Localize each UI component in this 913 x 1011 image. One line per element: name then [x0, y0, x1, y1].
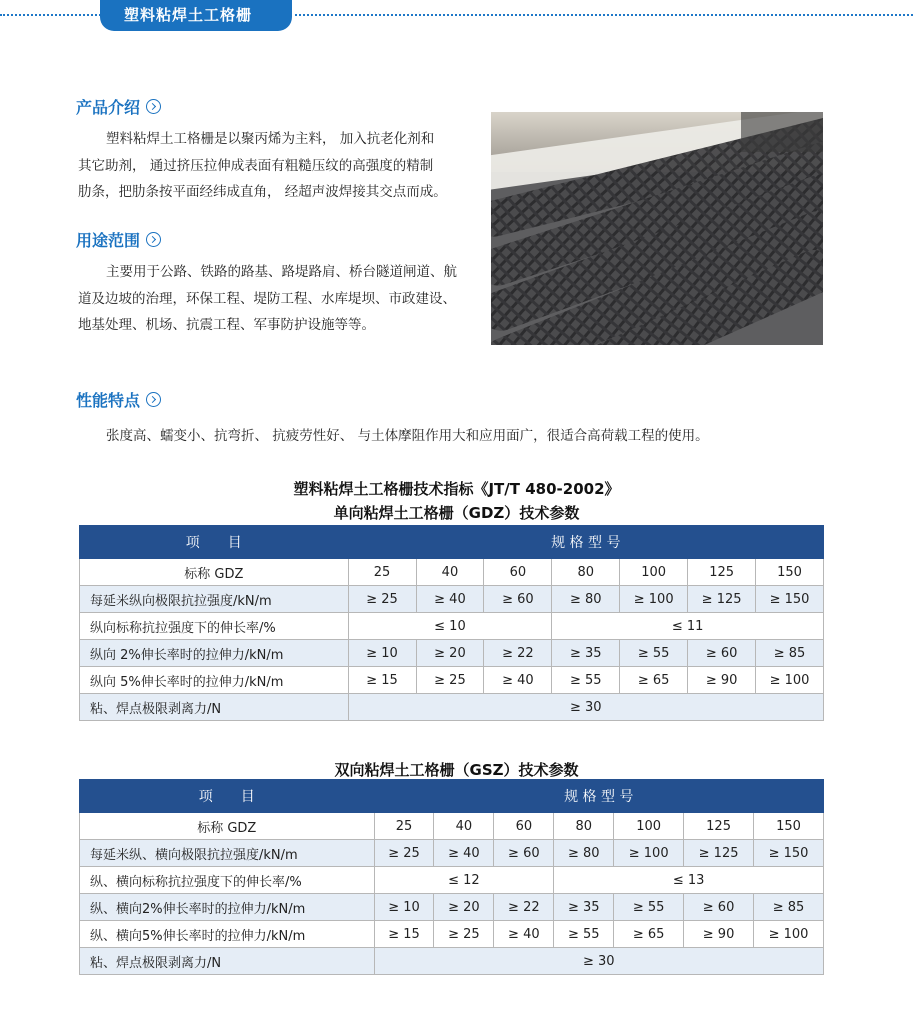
cell: ≥ 10	[348, 640, 416, 667]
header-item: 项 目	[80, 526, 349, 559]
table-row	[80, 921, 824, 948]
cell: ≥ 40	[494, 921, 554, 948]
row-label: 每延米纵、横向极限抗拉强度/kN/m	[80, 840, 375, 867]
row-label: 纵向 5%伸长率时的拉伸力/kN/m	[80, 667, 349, 694]
intro-title: 产品介绍	[76, 98, 141, 117]
cell: ≥ 10	[374, 894, 434, 921]
cell: 100	[620, 559, 688, 586]
row-label: 标称 GDZ	[80, 813, 375, 840]
cell: ≥ 125	[684, 840, 754, 867]
cell: ≥ 55	[614, 894, 684, 921]
page-title-tab	[100, 0, 292, 31]
cell: ≥ 85	[754, 894, 824, 921]
cell: ≥ 55	[620, 640, 688, 667]
cell: ≥ 15	[374, 921, 434, 948]
cell: ≤ 11	[552, 613, 824, 640]
intro-heading	[76, 95, 161, 118]
intro-text	[78, 126, 488, 206]
usage-heading	[76, 228, 161, 251]
header-spec: 规 格 型 号	[374, 780, 823, 813]
table-header-row	[80, 526, 824, 559]
cell: ≥ 30	[374, 948, 823, 975]
features-title: 性能特点	[76, 391, 141, 410]
cell: ≥ 25	[416, 667, 484, 694]
cell: ≥ 22	[484, 640, 552, 667]
usage-line-1: 主要用于公路、铁路的路基、路堤路肩、桥台隧道闸道、航	[106, 264, 457, 280]
usage-line-3: 地基处理、机场、抗震工程、军事防护设施等等。	[78, 317, 375, 333]
header-divider-left	[0, 14, 104, 16]
cell: ≥ 40	[484, 667, 552, 694]
table-row	[80, 840, 824, 867]
table-row	[80, 813, 824, 840]
usage-line-2: 道及边坡的治理，环保工程、堤防工程、水库堤坝、市政建设、	[78, 290, 456, 307]
cell: 40	[416, 559, 484, 586]
cell: 80	[554, 813, 614, 840]
cell: ≥ 55	[552, 667, 620, 694]
cell: ≥ 60	[494, 840, 554, 867]
row-label: 标称 GDZ	[80, 559, 349, 586]
intro-line-1: 塑料粘焊土工格栅是以聚丙烯为主料， 加入抗老化剂和	[106, 131, 435, 147]
cell: 80	[552, 559, 620, 586]
cell: ≥ 90	[684, 921, 754, 948]
circle-arrow-icon	[146, 99, 161, 114]
cell: ≥ 80	[554, 840, 614, 867]
cell: ≥ 40	[416, 586, 484, 613]
table-row	[80, 694, 824, 721]
cell: ≥ 25	[434, 921, 494, 948]
table2-title: 双向粘焊土工格栅（GSZ）技术参数	[334, 761, 579, 779]
cell: 125	[684, 813, 754, 840]
table-row	[80, 640, 824, 667]
cell: ≥ 100	[614, 840, 684, 867]
cell: 40	[434, 813, 494, 840]
cell: 150	[756, 559, 824, 586]
cell: ≥ 100	[754, 921, 824, 948]
usage-text	[78, 259, 488, 339]
intro-line-3: 肋条，把肋条按平面经纬成直角， 经超声波焊接其交点而成。	[78, 184, 447, 200]
page-title: 塑料粘焊土工格栅	[124, 6, 253, 24]
cell: 25	[374, 813, 434, 840]
cell: ≥ 80	[552, 586, 620, 613]
row-label: 粘、焊点极限剥离力/N	[80, 948, 375, 975]
row-label: 每延米纵向极限抗拉强度/kN/m	[80, 586, 349, 613]
cell: ≥ 30	[348, 694, 823, 721]
cell: ≥ 25	[348, 586, 416, 613]
cell: ≥ 65	[620, 667, 688, 694]
gdz-spec-table	[79, 525, 824, 721]
row-label: 纵向标称抗拉强度下的伸长率/%	[80, 613, 349, 640]
cell: ≥ 60	[688, 640, 756, 667]
header-spec: 规 格 型 号	[348, 526, 823, 559]
table-row	[80, 948, 824, 975]
cell: ≥ 85	[756, 640, 824, 667]
cell: ≥ 35	[552, 640, 620, 667]
product-photo	[491, 112, 823, 345]
cell: ≥ 35	[554, 894, 614, 921]
table-row	[80, 613, 824, 640]
cell: ≤ 13	[554, 867, 824, 894]
table-row	[80, 867, 824, 894]
row-label: 纵、横向2%伸长率时的拉伸力/kN/m	[80, 894, 375, 921]
cell: ≥ 150	[756, 586, 824, 613]
features-heading	[76, 388, 161, 411]
cell: 60	[484, 559, 552, 586]
table1-standard-title: 塑料粘焊土工格栅技术指标《JT/T 480-2002》	[293, 480, 620, 498]
table-header-row	[80, 780, 824, 813]
header-divider-right	[290, 14, 913, 16]
table-row	[80, 667, 824, 694]
cell: ≤ 10	[348, 613, 552, 640]
cell: ≥ 60	[684, 894, 754, 921]
cell: ≥ 55	[554, 921, 614, 948]
row-label: 纵、横向标称抗拉强度下的伸长率/%	[80, 867, 375, 894]
circle-arrow-icon	[146, 232, 161, 247]
cell: ≥ 100	[620, 586, 688, 613]
cell: ≥ 65	[614, 921, 684, 948]
cell: ≥ 40	[434, 840, 494, 867]
gsz-spec-table	[79, 779, 824, 975]
cell: 100	[614, 813, 684, 840]
cell: ≥ 125	[688, 586, 756, 613]
cell: ≥ 150	[754, 840, 824, 867]
cell: 60	[494, 813, 554, 840]
header-item: 项 目	[80, 780, 375, 813]
cell: ≤ 12	[374, 867, 554, 894]
table-row	[80, 894, 824, 921]
cell: ≥ 20	[416, 640, 484, 667]
table1-title: 单向粘焊土工格栅（GDZ）技术参数	[333, 504, 580, 522]
cell: ≥ 100	[756, 667, 824, 694]
cell: ≥ 15	[348, 667, 416, 694]
usage-title: 用途范围	[76, 231, 141, 250]
cell: ≥ 90	[688, 667, 756, 694]
cell: ≥ 22	[494, 894, 554, 921]
intro-line-2: 其它助剂， 通过挤压拉伸成表面有粗糙压纹的高强度的精制	[78, 157, 434, 174]
cell: ≥ 60	[484, 586, 552, 613]
cell: 150	[754, 813, 824, 840]
features-text: 张度高、蠕变小、抗弯折、 抗疲劳性好、 与土体摩阻作用大和应用面广，很适合高荷载工程的使用。	[106, 428, 709, 444]
circle-arrow-icon	[146, 392, 161, 407]
cell: 125	[688, 559, 756, 586]
row-label: 粘、焊点极限剥离力/N	[80, 694, 349, 721]
table-row	[80, 559, 824, 586]
cell: ≥ 25	[374, 840, 434, 867]
cell: 25	[348, 559, 416, 586]
row-label: 纵、横向5%伸长率时的拉伸力/kN/m	[80, 921, 375, 948]
row-label: 纵向 2%伸长率时的拉伸力/kN/m	[80, 640, 349, 667]
geogrid-rolls-image	[491, 112, 823, 345]
table-row	[80, 586, 824, 613]
cell: ≥ 20	[434, 894, 494, 921]
